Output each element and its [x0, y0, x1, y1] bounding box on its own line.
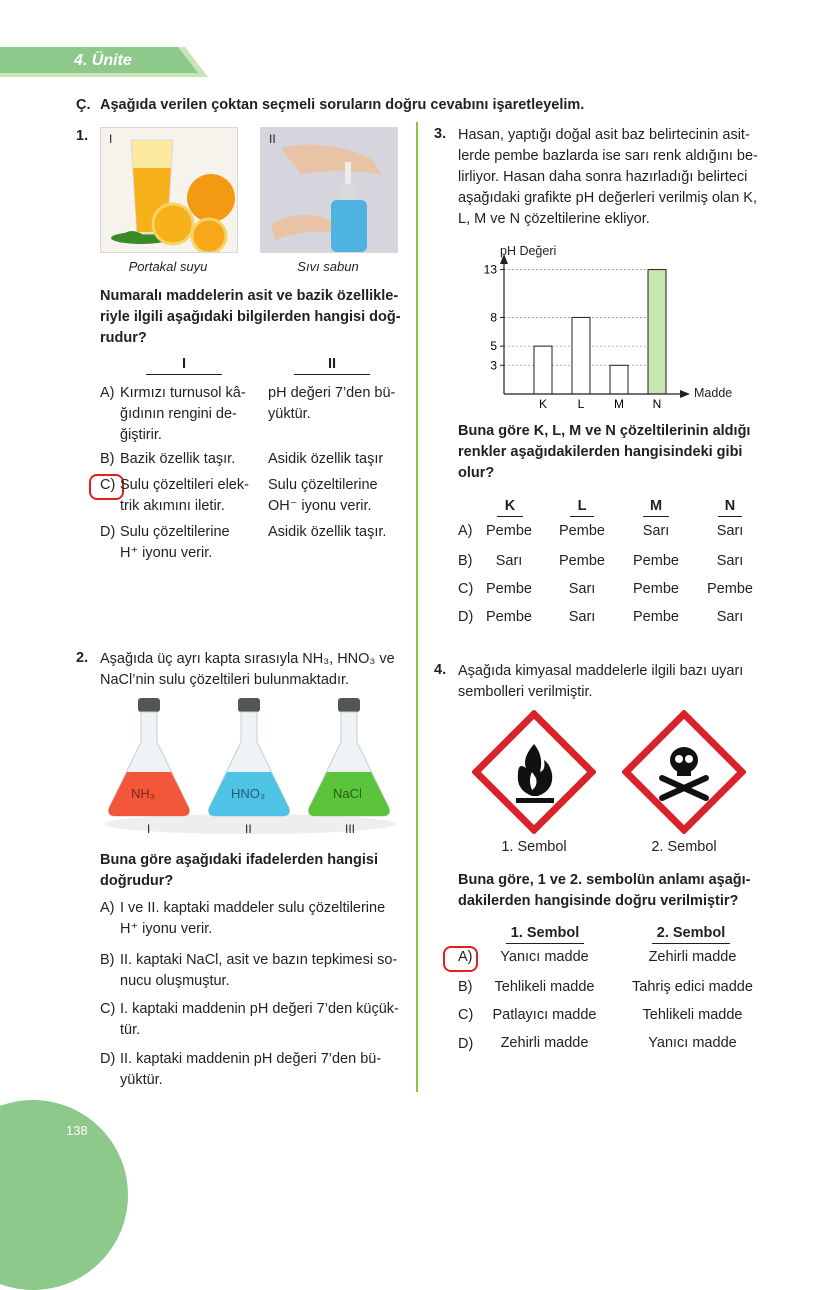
q3-c-m: Pembe: [633, 581, 679, 597]
q4-option-letter-a[interactable]: A): [458, 949, 473, 965]
q1-option-letter-a[interactable]: A): [100, 385, 115, 401]
q3-a-k: Pembe: [486, 523, 532, 539]
q1-col2-header: II: [294, 355, 370, 375]
q4-d-col2: Yanıcı madde: [648, 1035, 737, 1051]
q1-option-b-col2: Asidik özellik taşır: [268, 451, 384, 467]
flask-3-roman: III: [345, 822, 356, 836]
q4-option-letter-b[interactable]: B): [458, 979, 473, 995]
symbol-2-caption: 2. Sembol: [651, 839, 717, 855]
q3-d-n: Sarı: [716, 609, 744, 625]
q4-c-col2: Tehlikeli madde: [642, 1007, 743, 1023]
y-axis-label: pH Değeri: [500, 244, 557, 258]
ph-chart: [462, 242, 762, 414]
bar-M: [610, 365, 628, 394]
q3-c-k: Pembe: [486, 581, 532, 597]
liquid-soap-photo: [260, 127, 398, 253]
q1-option-letter-c[interactable]: C): [100, 477, 116, 493]
q3-d-k: Pembe: [486, 609, 532, 625]
x-tick-label: N: [652, 397, 662, 411]
q4-option-letter-d[interactable]: D): [458, 1036, 474, 1052]
bar-K: [534, 346, 552, 394]
q4-col2-header: 2. Sembol: [652, 924, 730, 944]
q1-option-a-col2: pH değeri 7’den bü- yüktür.: [268, 385, 396, 422]
q4-option-letter-c[interactable]: C): [458, 1007, 474, 1023]
q3-b-k: Sarı: [495, 553, 523, 569]
q3-b-m: Pembe: [633, 553, 679, 569]
flask-1-label: NH₃: [131, 786, 156, 801]
caption-liquid-soap: Sıvı sabun: [297, 259, 359, 274]
bar-L: [572, 317, 590, 394]
flask-1-roman: I: [147, 822, 151, 836]
x-tick-label: M: [614, 397, 624, 411]
caption-orange-juice: Portakal suyu: [128, 259, 208, 274]
y-tick-label: 13: [483, 262, 497, 277]
q2-intro: Aşağıda üç ayrı kapta sırasıyla NH₃, HNO₃ ve NaCl’nin sulu çözeltileri bulunmaktadır.: [100, 651, 395, 688]
q3-d-m: Pembe: [633, 609, 679, 625]
q3-intro: Hasan, yaptığı doğal asit baz belirtecinin asit- lerde pembe bazlarda ise sarı renk aldığını be- lirliyor. Hasan daha sonra hazırladığı belirteci aşağıdaki grafikte pH değerleri verilmiş olan K, L, M ve N çözeltilerine ekliyor.: [458, 127, 758, 227]
q1-option-b-col1: Bazik özellik taşır.: [120, 451, 236, 467]
column-divider: [416, 122, 418, 1092]
q3-option-letter-a[interactable]: A): [458, 523, 473, 539]
q4-a-col1: Yanıcı madde: [500, 949, 589, 965]
q2-option-letter-d[interactable]: D): [100, 1051, 116, 1067]
q1-option-d-col2: Asidik özellik taşır.: [268, 524, 387, 540]
q3-d-l: Sarı: [568, 609, 596, 625]
section-heading: [76, 97, 584, 113]
x-axis-label: Madde: [694, 386, 733, 400]
q2-stem: Buna göre aşağıdaki ifadelerden hangisi doğrudur?: [100, 852, 378, 889]
unit-title: 4. Ünite: [74, 52, 132, 69]
q4-col1-header: 1. Sembol: [506, 924, 584, 944]
q1-option-letter-d[interactable]: D): [100, 524, 116, 540]
q4-c-col1: Patlayıcı madde: [492, 1007, 597, 1023]
toxic-symbol-icon: [622, 710, 746, 834]
section-letter: Ç.: [76, 97, 91, 113]
x-tick-label: K: [538, 397, 548, 411]
q3-option-letter-b[interactable]: B): [458, 553, 473, 569]
q2-option-letter-c[interactable]: C): [100, 1001, 116, 1017]
q1-option-c-col2: Sulu çözeltilerine OH⁻ iyonu verir.: [268, 477, 378, 514]
q1-number: 1.: [76, 128, 89, 144]
q2-option-b-text: II. kaptaki NaCl, asit ve bazın tepkimesi so- nucu oluşmuştur.: [120, 952, 398, 989]
q1-option-a-col1: Kırmızı turnusol kâ- ğıdının rengini de- ğiştirir.: [120, 385, 246, 443]
q4-number: 4.: [434, 662, 447, 678]
q1-stem: Numaralı maddelerin asit ve bazik özellikle- riyle ilgili aşağıdaki bilgilerden hangisi doğ- rudur?: [100, 288, 401, 346]
x-tick-label: L: [577, 397, 585, 411]
q3-b-l: Pembe: [559, 553, 605, 569]
q2-option-c-text: I. kaptaki maddenin pH değeri 7’den küçük- tür.: [120, 1001, 399, 1038]
q4-b-col1: Tehlikeli madde: [494, 979, 595, 995]
q3-header-n: N: [718, 497, 742, 517]
y-tick-label: 5: [490, 339, 497, 354]
y-tick-label: 8: [490, 310, 497, 325]
page-number-badge: [0, 1100, 128, 1290]
q2-option-letter-a[interactable]: A): [100, 900, 115, 916]
q4-stem: Buna göre, 1 ve 2. sembolün anlamı aşağı- dakilerden hangisinde doğru verilmiştir?: [458, 872, 751, 909]
q3-header-m: M: [643, 497, 669, 517]
q1-option-letter-b[interactable]: B): [100, 451, 115, 467]
q1-option-c-col1: Sulu çözeltileri elek- trik akımını iletir.: [120, 477, 249, 514]
q2-option-letter-b[interactable]: B): [100, 952, 115, 968]
q2-option-a-text: I ve II. kaptaki maddeler sulu çözeltilerine H⁺ iyonu verir.: [120, 900, 386, 937]
flasks-illustration: [105, 696, 400, 840]
flask-3-label: NaCl: [333, 786, 362, 801]
q3-number: 3.: [434, 126, 447, 142]
orange-juice-photo: [100, 127, 238, 253]
y-tick-label: 3: [490, 358, 497, 373]
q3-header-l: L: [570, 497, 594, 517]
q3-c-l: Sarı: [568, 581, 596, 597]
q3-a-l: Pembe: [559, 523, 605, 539]
q4-d-col1: Zehirli madde: [500, 1035, 589, 1051]
img1-label: I: [109, 132, 113, 146]
q4-a-col2: Zehirli madde: [648, 949, 737, 965]
flammable-symbol-icon: [472, 710, 596, 834]
flask-2-label: HNO₃: [231, 786, 266, 801]
q3-option-letter-c[interactable]: C): [458, 581, 474, 597]
q3-a-m: Sarı: [642, 523, 670, 539]
q2-number: 2.: [76, 650, 89, 666]
q3-option-letter-d[interactable]: D): [458, 609, 474, 625]
page-number: 138: [66, 1123, 88, 1138]
q1-option-d-col1: Sulu çözeltilerine H⁺ iyonu verir.: [120, 524, 230, 561]
q4-intro: Aşağıda kimyasal maddelerle ilgili bazı uyarı sembolleri verilmiştir.: [458, 663, 744, 700]
q3-b-n: Sarı: [716, 553, 744, 569]
q4-b-col2: Tahriş edici madde: [632, 979, 753, 995]
flask-2-roman: II: [245, 822, 252, 836]
unit-tab: [0, 47, 210, 77]
bar-N: [648, 270, 666, 394]
q3-stem: Buna göre K, L, M ve N çözeltilerinin aldığı renkler aşağıdakilerden hangisindeki gibi olur?: [458, 423, 751, 481]
q3-a-n: Sarı: [716, 523, 744, 539]
img2-label: II: [269, 132, 276, 146]
section-title: Aşağıda verilen çoktan seçmeli soruların doğru cevabını işaretleyelim.: [100, 97, 585, 113]
q3-c-n: Pembe: [707, 581, 753, 597]
q1-col1-header: I: [146, 355, 222, 375]
q2-option-d-text: II. kaptaki maddenin pH değeri 7’den bü- yüktür.: [120, 1051, 382, 1088]
q3-header-k: K: [497, 497, 523, 517]
symbol-1-caption: 1. Sembol: [501, 839, 567, 855]
